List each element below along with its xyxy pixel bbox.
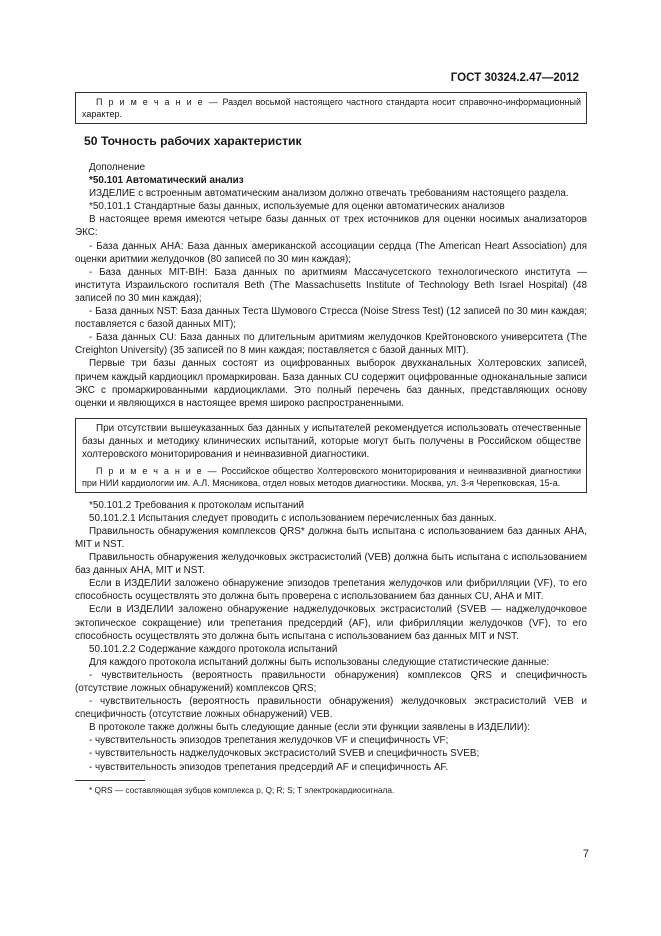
list-item: - чувствительность (вероятность правильности обнаружения) комплексов QRS и специфичность (отсутствие ложных обнаружений) комплексов QRS; — [75, 669, 587, 694]
section-title: 50 Точность рабочих характеристик — [84, 134, 302, 148]
paragraph: Первые три базы данных состоят из оцифрованных выборок двухканальных Холтеровских записей, причем каждый кардиоцикл промаркирован. База данных CU содержит оцифрованные одноканальные записи ЭКС с промаркированными кардиоциклами. Это полный перечень баз данных, представляющих основу оценки и являющихся в настоящее время широко распространенными. — [75, 358, 587, 409]
box-note-label: П р и м е ч а н и е — — [96, 465, 218, 476]
footnote-divider — [75, 780, 145, 781]
list-item: - База данных NST: База данных Теста Шумового Стресса (Noise Stress Test) (12 записей по 30 мин каждая; поставляется с базой данных MIT); — [75, 306, 587, 331]
paragraph: Правильность обнаружения желудочковых экстрасистолий (VEB) должна быть испытана с использованием баз данных AHA, MIT и NST. — [75, 552, 587, 577]
note-label: П р и м е ч а н и е — — [96, 97, 219, 107]
subsection-title: *50.101 Автоматический анализ — [89, 175, 244, 187]
footnote: * QRS — составляющая зубцов комплекса р, Q; R; S; T электрокардиосигнала. — [89, 784, 395, 795]
paragraph: Дополнение — [89, 162, 146, 173]
subsection-title: *50.101.2 Требования к протоколам испытаний — [89, 499, 305, 511]
list-item: - чувствительность эпизодов трепетания желудочков VF и специфичность VF; — [89, 735, 449, 747]
list-item: - База данных AHA: База данных американской ассоциации сердца (The American Heart Association) для оценки аритмии желудочков (80 записей по 30 мин каждая); — [75, 240, 587, 265]
box-text: При отсутствии вышеуказанных баз данных у испытателей рекомендуется использовать отечественные базы данных и методику клинических испытаний, которые могут быть получены в Российском обществе холтеровского мониторирования и неинвазивной диагностики. — [82, 422, 581, 461]
box-note-text: Российское общество Холтеровского мониторирования и неинвазивной диагностики при НИИ кардиологии им. А.Л. Мясникова, отдел новых методов диагностики. Москва, ул. 3-я Черепковская, 15-а. — [82, 465, 581, 488]
box-note — [82, 465, 581, 489]
list-item: - чувствительность эпизодов трепетания предсердий AF и специфичность AF. — [89, 761, 449, 773]
note-text: Раздел восьмой настоящего частного стандарта носит справочно-информационный характер. — [82, 97, 581, 119]
paragraph: Если в ИЗДЕЛИИ заложено обнаружение наджелудочковых экстрасистолий (SVEB — наджелудочковое эктопическое сокращение) или трепетания предсердий (AF), или фибрилляции желудочков (VF), то его способность осуществлять это должна быть испытана с использованием баз данных MIT и NST. — [75, 604, 587, 642]
subsection-title: *50.101.1 Стандартные базы данных, используемые для оценки автоматических анализов — [89, 201, 505, 213]
national-box — [75, 418, 587, 493]
paragraph: Для каждого протокола испытаний должны быть использованы следующие статистические данные: — [89, 656, 550, 668]
paragraph: Если в ИЗДЕЛИИ заложено обнаружение эпизодов трепетания желудочков или фибрилляции (VF), то его способность осуществлять это должна быть проверена с использованием баз данных CU, AHA и MIT. — [75, 578, 587, 603]
list-item: - чувствительность (вероятность правильности обнаружения) желудочковых экстрасистолий VEB и специфичность (отсутствие ложных обнаружений) VEB. — [75, 696, 587, 721]
paragraph: Правильность обнаружения комплексов QRS* должна быть испытана с использованием баз данных AHA, MIT и NST. — [75, 525, 587, 550]
page-content — [75, 92, 587, 796]
list-item: - База данных CU: База данных по длительным аритмиям желудочков Крейтоновского университета (The Creighton University) (35 записей по 8 мин каждая; поставляется с базой данных MIT). — [75, 332, 587, 357]
note-box — [75, 92, 587, 124]
paragraph: В настоящее время имеются четыре базы данных от трех источников для оценки носимых анализаторов ЭКС: — [75, 214, 587, 239]
list-item: - База данных MIT-BIH: База данных по аритмиям Массачусетского технологического института — института Израильского госпиталя Beth (The Massachusetts Institute of Technology Beth Israel Hospital) (48 записей по 30 мин каждая); — [75, 266, 587, 304]
paragraph: 50.101.2.1 Испытания следует проводить с использованием перечисленных баз данных. — [89, 512, 497, 524]
standard-header: ГОСТ 30324.2.47—2012 — [450, 72, 579, 84]
list-item: - чувствительность наджелудочковых экстрасистолий SVEB и специфичность SVEB; — [89, 748, 480, 760]
paragraph: В протоколе также должны быть следующие данные (если эти функции заявлены в ИЗДЕЛИИ): — [89, 722, 530, 734]
subsection-title: 50.101.2.2 Содержание каждого протокола испытаний — [89, 643, 338, 655]
paragraph: ИЗДЕЛИЕ с встроенным автоматическим анализом должно отвечать требованиям настоящего раздела. — [89, 188, 569, 200]
page-number: 7 — [582, 848, 589, 860]
